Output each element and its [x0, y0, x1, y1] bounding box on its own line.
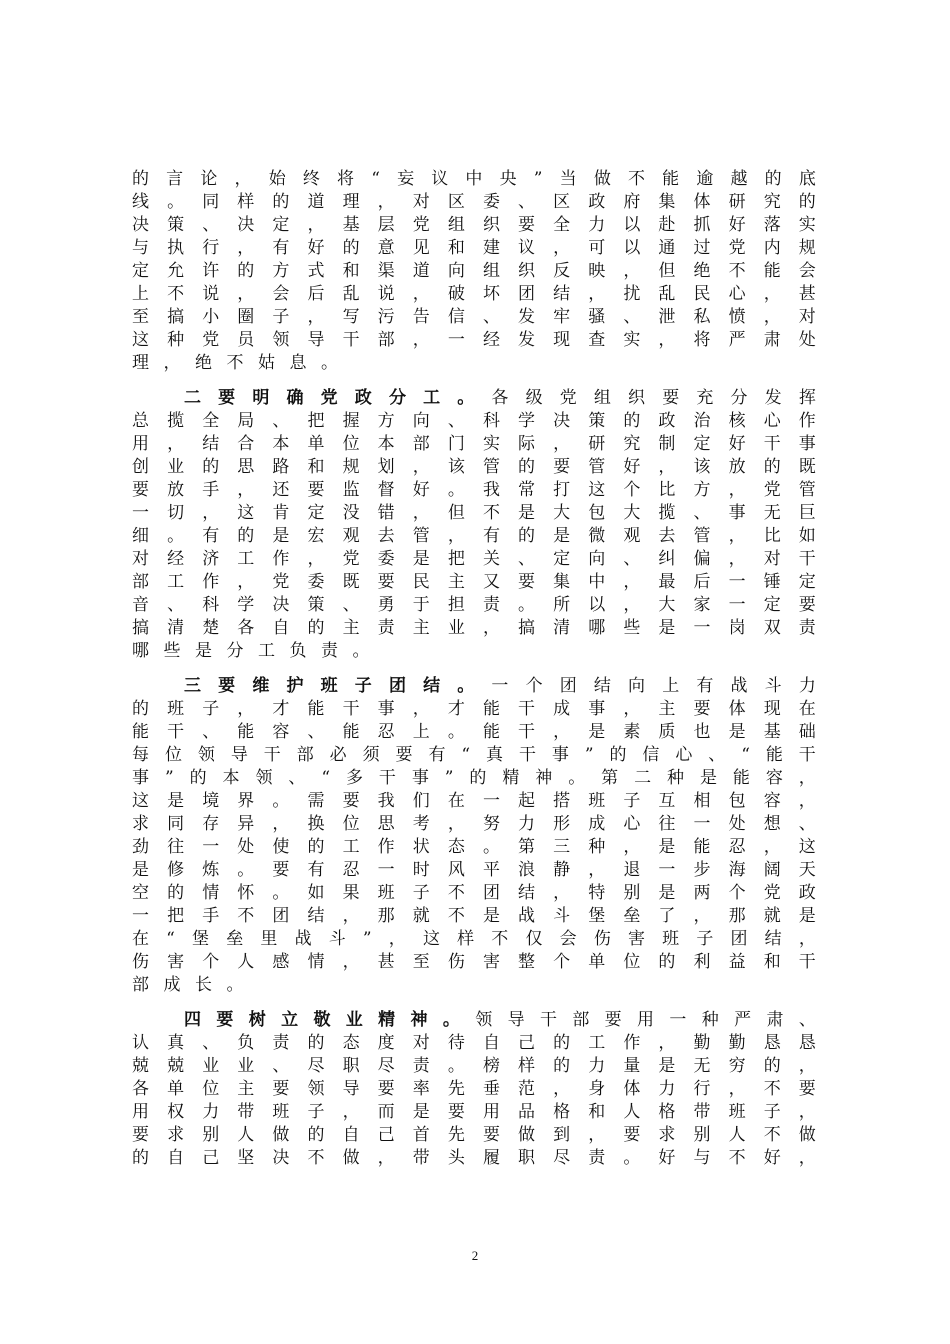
text-line: 兢 兢 业 业 、 尽 职 尽 责 。 榜 样 的 力 量 是 无 穷 的 ，: [132, 1056, 816, 1076]
text-line: 每 位 领 导 干 部 必 须 要 有 “ 真 干 事 ” 的 信 心 、 “ 能 干: [132, 745, 816, 765]
text-line: 线 。 同 样 的 道 理 ， 对 区 委 、 区 政 府 集 体 研 究 的: [132, 192, 816, 212]
text-line: 的 班 子 ， 才 能 干 事 ， 才 能 干 成 事 ， 主 要 体 现 在: [132, 699, 816, 719]
text-line: 与 执 行 ， 有 好 的 意 见 和 建 议 ， 可 以 通 过 党 内 规: [132, 238, 816, 258]
text-line: 对 经 济 工 作 ， 党 委 是 把 关 、 定 向 、 纠 偏 ， 对 干: [132, 549, 816, 569]
text-line: 是 修 炼 。 要 有 忍 一 时 风 平 浪 静 ， 退 一 步 海 阔 天: [132, 860, 816, 880]
text-line: 一 把 手 不 团 结 ， 那 就 不 是 战 斗 堡 垒 了 ， 那 就 是: [132, 906, 816, 926]
paragraph: [132, 168, 816, 375]
text-line: 定 允 许 的 方 式 和 渠 道 向 组 织 反 映 ， 但 绝 不 能 会: [132, 261, 816, 281]
text-line: 创 业 的 思 路 和 规 划 ， 该 管 的 要 管 好 ， 该 放 的 既: [132, 457, 816, 477]
page-number: 2: [471, 1248, 479, 1263]
text-line: 上 不 说 ， 会 后 乱 说 ， 破 坏 团 结 ， 扰 乱 民 心 ， 甚: [132, 284, 816, 304]
document-body: [132, 168, 816, 1170]
text-line: 在 “ 堡 垒 里 战 斗 ” ， 这 样 不 仅 会 伤 害 班 子 团 结 ，: [132, 929, 816, 949]
paragraph-gap: [132, 663, 816, 675]
text-line: 部 成 长 。: [132, 975, 244, 995]
text-line: 一 切 ， 这 肯 定 没 错 ， 但 不 是 大 包 大 揽 、 事 无 巨: [132, 503, 816, 523]
text-line: 总 揽 全 局 、 把 握 方 向 、 科 学 决 策 的 政 治 核 心 作: [132, 411, 816, 431]
text-line: 各 单 位 主 要 领 导 要 率 先 垂 范 ， 身 体 力 行 ， 不 要: [132, 1079, 816, 1099]
text-line: 哪 些 是 分 工 负 责 。: [132, 641, 370, 661]
text-line: 求 同 存 异 ， 换 位 思 考 ， 努 力 形 成 心 往 一 处 想 、: [132, 814, 816, 834]
text-line: 的 言 论 ， 始 终 将 “ 妄 议 中 央 ” 当 做 不 能 逾 越 的 底: [132, 169, 816, 189]
text-line: 伤 害 个 人 感 情 ， 甚 至 伤 害 整 个 单 位 的 利 益 和 干: [132, 952, 816, 972]
text-line: 细 。 有 的 是 宏 观 去 管 ， 有 的 是 微 观 去 管 ， 比 如: [132, 526, 816, 546]
paragraph-gap: [132, 997, 816, 1009]
text-line: 要 放 手 ， 还 要 监 督 好 。 我 常 打 这 个 比 方 ， 党 管: [132, 480, 816, 500]
text-line: 用 ， 结 合 本 单 位 本 部 门 实 际 ， 研 究 制 定 好 干 事: [132, 434, 816, 454]
text-line: 能 干 、 能 容 、 能 忍 上 。 能 干 ， 是 素 质 也 是 基 础: [132, 722, 816, 742]
text-line: 认 真 、 负 责 的 态 度 对 待 自 己 的 工 作 ， 勤 勤 恳 恳: [132, 1033, 816, 1053]
paragraph: [132, 675, 816, 997]
text-line: 二 要 明 确 党 政 分 工 。 各 级 党 组 织 要 充 分 发 挥: [184, 388, 816, 408]
text-line: 部 工 作 ， 党 委 既 要 民 主 又 要 集 中 ， 最 后 一 锤 定: [132, 572, 816, 592]
text-line: 这 是 境 界 。 需 要 我 们 在 一 起 搭 班 子 互 相 包 容 ，: [132, 791, 816, 811]
text-line: 事 ” 的 本 领 、 “ 多 干 事 ” 的 精 神 。 第 二 种 是 能 容 ，: [132, 768, 816, 788]
text-line: 的 自 己 坚 决 不 做 ， 带 头 履 职 尽 责 。 好 与 不 好 ，: [132, 1148, 816, 1168]
text-line: 四 要 树 立 敬 业 精 神 。 领 导 干 部 要 用 一 种 严 肃 、: [184, 1010, 816, 1030]
text-line: 音 、 科 学 决 策 、 勇 于 担 责 。 所 以 ， 大 家 一 定 要: [132, 595, 816, 615]
text-line: 空 的 情 怀 。 如 果 班 子 不 团 结 ， 特 别 是 两 个 党 政: [132, 883, 816, 903]
text-line: 三 要 维 护 班 子 团 结 。 一 个 团 结 向 上 有 战 斗 力: [184, 676, 816, 696]
text-line: 要 求 别 人 做 的 自 己 首 先 要 做 到 ， 要 求 别 人 不 做: [132, 1125, 816, 1145]
text-line: 至 搞 小 圈 子 ， 写 污 告 信 、 发 牢 骚 、 泄 私 愤 ， 对: [132, 307, 816, 327]
paragraph-gap: [132, 375, 816, 387]
paragraph: [132, 1009, 816, 1170]
text-line: 这 种 党 员 领 导 干 部 ， 一 经 发 现 查 实 ， 将 严 肃 处: [132, 330, 816, 350]
text-line: 用 权 力 带 班 子 ， 而 是 要 用 品 格 和 人 格 带 班 子 ，: [132, 1102, 816, 1122]
paragraph: [132, 387, 816, 663]
text-line: 决 策 、 决 定 ， 基 层 党 组 织 要 全 力 以 赴 抓 好 落 实: [132, 215, 816, 235]
text-line: 理 ， 绝 不 姑 息 。: [132, 353, 338, 373]
text-line: 搞 清 楚 各 自 的 主 责 主 业 ， 搞 清 哪 些 是 一 岗 双 责: [132, 618, 816, 638]
text-line: 劲 往 一 处 使 的 工 作 状 态 。 第 三 种 ， 是 能 忍 ， 这: [132, 837, 816, 857]
